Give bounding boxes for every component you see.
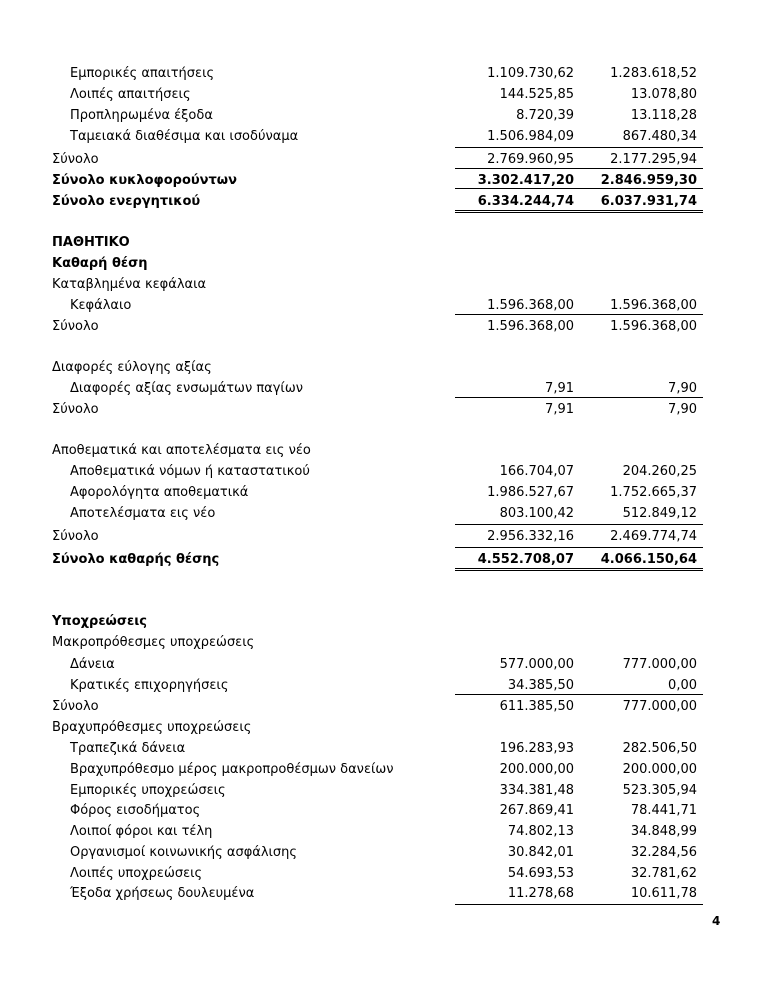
underline-rule xyxy=(579,210,703,211)
row-label: Εμπορικές υποχρεώσεις xyxy=(70,783,226,798)
value-prior-year: 777.000,00 xyxy=(622,657,697,672)
row-label: Σύνολο xyxy=(52,319,99,334)
value-current-year: 30.842,01 xyxy=(507,845,574,860)
value-prior-year: 34.848,99 xyxy=(630,824,697,839)
value-current-year: 11.278,68 xyxy=(507,886,574,901)
table-row xyxy=(52,192,712,212)
row-label: Λοιπές υποχρεώσεις xyxy=(70,866,203,881)
value-current-year: 3.302.417,20 xyxy=(477,173,574,188)
table-row xyxy=(52,504,712,524)
table-row xyxy=(52,760,712,780)
underline-rule xyxy=(579,397,703,398)
value-current-year: 54.693,53 xyxy=(507,866,574,881)
underline-rule xyxy=(455,168,579,169)
value-prior-year: 13.118,28 xyxy=(630,108,697,123)
row-label: Μακροπρόθεσμες υποχρεώσεις xyxy=(52,635,255,650)
underline-rule xyxy=(579,314,703,315)
value-current-year: 7,91 xyxy=(545,402,574,417)
row-label: Κεφάλαιο xyxy=(70,298,132,313)
row-label: Σύνολο κυκλοφορούντων xyxy=(52,173,237,188)
underline-rule xyxy=(455,694,579,695)
table-row xyxy=(52,296,712,316)
value-prior-year: 32.284,56 xyxy=(630,845,697,860)
underline-rule xyxy=(579,212,703,213)
table-row xyxy=(52,150,712,170)
underline-rule xyxy=(579,188,703,189)
value-prior-year: 1.283.618,52 xyxy=(610,66,697,81)
row-label: Σύνολο xyxy=(52,152,99,167)
table-row xyxy=(52,379,712,399)
row-label: Αποθεματικά και αποτελέσματα εις νέο xyxy=(52,443,311,458)
value-prior-year: 2.469.774,74 xyxy=(610,529,697,544)
value-current-year: 1.506.984,09 xyxy=(487,129,574,144)
value-current-year: 2.769.960,95 xyxy=(487,152,574,167)
underline-rule xyxy=(455,314,579,315)
value-current-year: 74.802,13 xyxy=(507,824,574,839)
value-prior-year: 1.752.665,37 xyxy=(610,485,697,500)
row-label: Καθαρή θέση xyxy=(52,256,148,271)
value-prior-year: 200.000,00 xyxy=(622,762,697,777)
row-label: Οργανισμοί κοινωνικής ασφάλισης xyxy=(70,845,298,860)
table-row xyxy=(52,275,712,295)
value-prior-year: 7,90 xyxy=(668,402,697,417)
row-label: Σύνολο ενεργητικού xyxy=(52,194,201,209)
value-prior-year: 512.849,12 xyxy=(622,506,697,521)
row-label: Αποτελέσματα εις νέο xyxy=(70,506,216,521)
value-prior-year: 2.177.295,94 xyxy=(610,152,697,167)
value-current-year: 611.385,50 xyxy=(499,699,574,714)
value-prior-year: 32.781,62 xyxy=(630,866,697,881)
row-label: Βραχυπρόθεσμες υποχρεώσεις xyxy=(52,720,252,735)
row-label: Σύνολο xyxy=(52,529,99,544)
value-prior-year: 4.066.150,64 xyxy=(600,552,697,567)
value-current-year: 34.385,50 xyxy=(507,678,574,693)
row-label: Προπληρωμένα έξοδα xyxy=(70,108,213,123)
value-prior-year: 13.078,80 xyxy=(630,87,697,102)
table-row xyxy=(52,527,712,547)
table-row xyxy=(52,441,712,461)
underline-rule xyxy=(455,147,579,148)
row-label: Αφορολόγητα αποθεματικά xyxy=(70,485,249,500)
table-row xyxy=(52,718,712,738)
row-label: Διαφορές εύλογης αξίας xyxy=(52,360,212,375)
page-number: 4 xyxy=(712,914,721,928)
table-row xyxy=(52,127,712,147)
value-current-year: 1.596.368,00 xyxy=(487,319,574,334)
underline-rule xyxy=(455,547,579,548)
row-label: Υποχρεώσεις xyxy=(52,614,147,629)
underline-rule xyxy=(455,904,579,905)
value-prior-year: 7,90 xyxy=(668,381,697,396)
value-current-year: 7,91 xyxy=(545,381,574,396)
value-current-year: 2.956.332,16 xyxy=(487,529,574,544)
value-current-year: 1.109.730,62 xyxy=(487,66,574,81)
row-label: Καταβλημένα κεφάλαια xyxy=(52,277,207,292)
row-label: Έξοδα χρήσεως δουλευμένα xyxy=(70,886,255,901)
row-label: Ταμειακά διαθέσιμα και ισοδύναμα xyxy=(70,129,299,144)
row-label: Βραχυπρόθεσμο μέρος μακροπροθέσμων δανείων xyxy=(70,762,394,777)
underline-rule xyxy=(579,570,703,571)
value-current-year: 267.869,41 xyxy=(499,803,574,818)
table-row xyxy=(52,317,712,337)
table-row xyxy=(52,843,712,863)
value-prior-year: 2.846.959,30 xyxy=(600,173,697,188)
underline-rule xyxy=(579,568,703,569)
table-row xyxy=(52,884,712,904)
table-row xyxy=(52,483,712,503)
table-row xyxy=(52,64,712,84)
row-label: Δάνεια xyxy=(70,657,115,672)
table-row xyxy=(52,106,712,126)
value-prior-year: 10.611,78 xyxy=(630,886,697,901)
value-current-year: 6.334.244,74 xyxy=(477,194,574,209)
table-row xyxy=(52,781,712,801)
table-row xyxy=(52,697,712,717)
underline-rule xyxy=(455,570,579,571)
table-row xyxy=(52,462,712,482)
value-prior-year: 777.000,00 xyxy=(622,699,697,714)
underline-rule xyxy=(579,147,703,148)
table-row xyxy=(52,400,712,420)
value-current-year: 803.100,42 xyxy=(499,506,574,521)
value-prior-year: 0,00 xyxy=(668,678,697,693)
row-label: Σύνολο καθαρής θέσης xyxy=(52,552,220,567)
table-row xyxy=(52,801,712,821)
value-prior-year: 523.305,94 xyxy=(622,783,697,798)
underline-rule xyxy=(579,694,703,695)
table-row xyxy=(52,358,712,378)
table-row xyxy=(52,739,712,759)
table-row xyxy=(52,864,712,884)
value-current-year: 334.381,48 xyxy=(499,783,574,798)
row-label: Λοιποί φόροι και τέλη xyxy=(70,824,213,839)
table-row xyxy=(52,254,712,274)
value-current-year: 166.704,07 xyxy=(499,464,574,479)
value-current-year: 4.552.708,07 xyxy=(477,552,574,567)
value-current-year: 200.000,00 xyxy=(499,762,574,777)
table-row xyxy=(52,550,712,570)
underline-rule xyxy=(579,547,703,548)
value-prior-year: 282.506,50 xyxy=(622,741,697,756)
row-label: Κρατικές επιχορηγήσεις xyxy=(70,678,229,693)
table-row xyxy=(52,612,712,632)
table-row xyxy=(52,633,712,653)
underline-rule xyxy=(455,188,579,189)
table-row xyxy=(52,233,712,253)
underline-rule xyxy=(579,168,703,169)
value-prior-year: 867.480,34 xyxy=(622,129,697,144)
underline-rule xyxy=(455,210,579,211)
value-current-year: 1.986.527,67 xyxy=(487,485,574,500)
underline-rule xyxy=(579,904,703,905)
row-label: Διαφορές αξίας ενσωμάτων παγίων xyxy=(70,381,303,396)
value-prior-year: 6.037.931,74 xyxy=(600,194,697,209)
row-label: ΠΑΘΗΤΙΚΟ xyxy=(52,235,130,250)
row-label: Σύνολο xyxy=(52,402,99,417)
row-label: Εμπορικές απαιτήσεις xyxy=(70,66,215,81)
value-current-year: 144.525,85 xyxy=(499,87,574,102)
table-row xyxy=(52,822,712,842)
value-prior-year: 78.441,71 xyxy=(630,803,697,818)
underline-rule xyxy=(455,397,579,398)
value-prior-year: 1.596.368,00 xyxy=(610,298,697,313)
value-prior-year: 204.260,25 xyxy=(622,464,697,479)
value-current-year: 196.283,93 xyxy=(499,741,574,756)
row-label: Σύνολο xyxy=(52,699,99,714)
underline-rule xyxy=(455,524,579,525)
underline-rule xyxy=(455,212,579,213)
value-current-year: 577.000,00 xyxy=(499,657,574,672)
underline-rule xyxy=(455,568,579,569)
row-label: Αποθεματικά νόμων ή καταστατικού xyxy=(70,464,310,479)
underline-rule xyxy=(579,524,703,525)
row-label: Φόρος εισοδήματος xyxy=(70,803,201,818)
table-row xyxy=(52,85,712,105)
table-row xyxy=(52,655,712,675)
value-prior-year: 1.596.368,00 xyxy=(610,319,697,334)
row-label: Λοιπές απαιτήσεις xyxy=(70,87,191,102)
value-current-year: 8.720,39 xyxy=(516,108,574,123)
table-row xyxy=(52,676,712,696)
row-label: Τραπεζικά δάνεια xyxy=(70,741,186,756)
value-current-year: 1.596.368,00 xyxy=(487,298,574,313)
